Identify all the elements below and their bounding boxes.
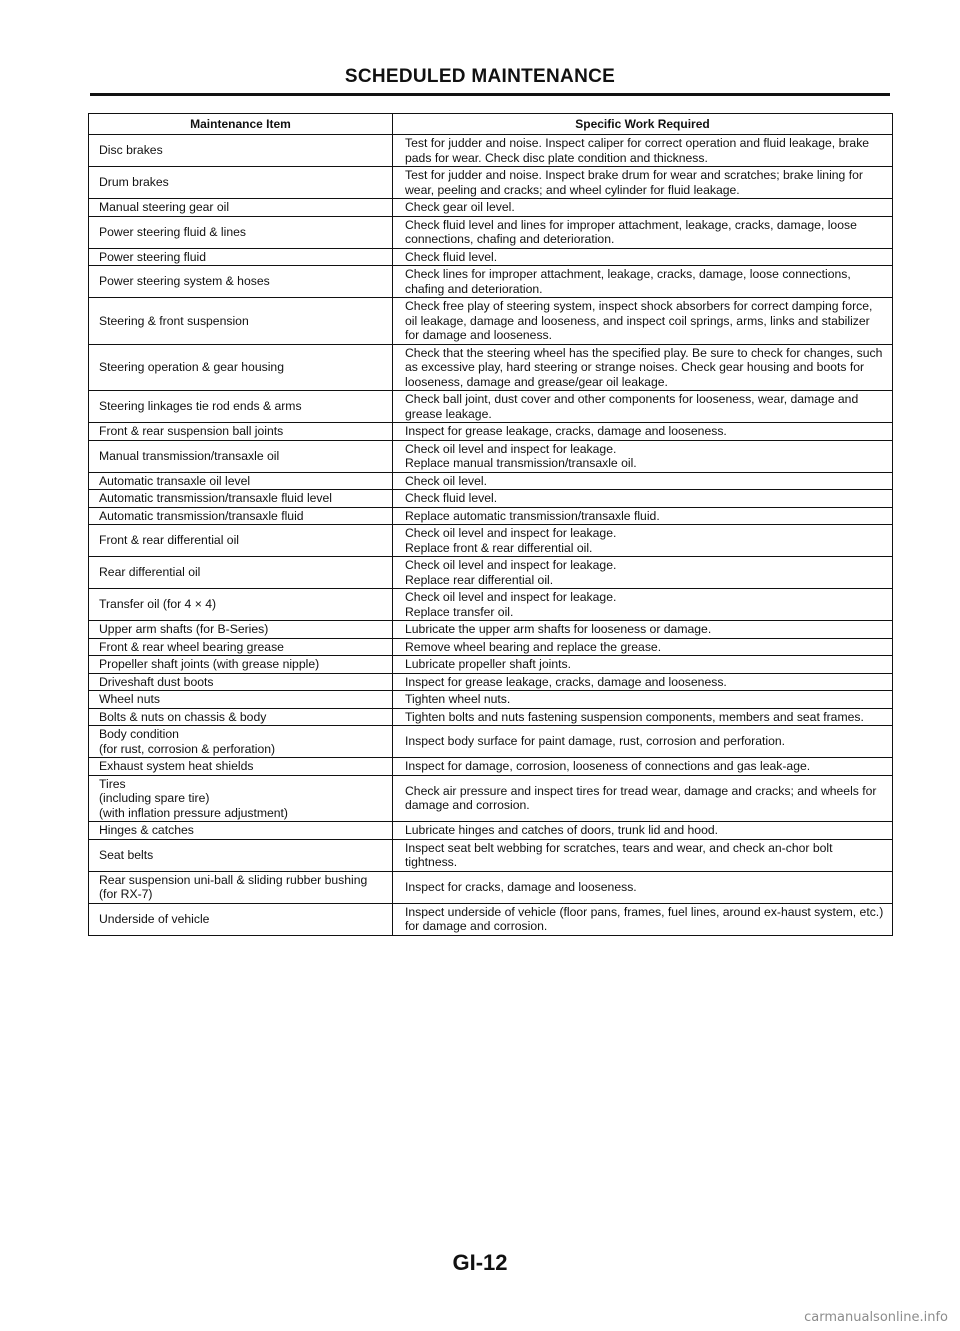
- table-row: [89, 135, 893, 167]
- specific-work-cell: Lubricate the upper arm shafts for looseness or damage.: [393, 621, 893, 639]
- table-row: [89, 839, 893, 871]
- table-row: [89, 822, 893, 840]
- table-row: [89, 507, 893, 525]
- specific-work-cell: Test for judder and noise. Inspect brake drum for wear and scratches; brake lining for wear, peeling and cracks; and wheel cylinder for fluid leakage.: [393, 167, 893, 199]
- specific-work-cell: Check oil level and inspect for leakage. Replace manual transmission/transaxle oil.: [393, 440, 893, 472]
- table-row: [89, 490, 893, 508]
- maintenance-item-cell: Body condition (for rust, corrosion & perforation): [89, 726, 393, 758]
- specific-work-cell: Check oil level and inspect for leakage. Replace transfer oil.: [393, 589, 893, 621]
- specific-work-cell: Inspect body surface for paint damage, rust, corrosion and perforation.: [393, 726, 893, 758]
- maintenance-item-cell: Bolts & nuts on chassis & body: [89, 708, 393, 726]
- table-row: [89, 199, 893, 217]
- maintenance-item-cell: Rear suspension uni-ball & sliding rubber bushing (for RX-7): [89, 871, 393, 903]
- maintenance-item-cell: Power steering fluid: [89, 248, 393, 266]
- table-header-row: [89, 114, 893, 135]
- table-row: [89, 621, 893, 639]
- table-row: [89, 871, 893, 903]
- maintenance-table: [88, 113, 893, 936]
- maintenance-item-cell: Hinges & catches: [89, 822, 393, 840]
- maintenance-item-cell: Tires (including spare tire) (with inflation pressure adjustment): [89, 775, 393, 822]
- table-body: [89, 135, 893, 936]
- specific-work-cell: Lubricate hinges and catches of doors, trunk lid and hood.: [393, 822, 893, 840]
- table-row: [89, 656, 893, 674]
- specific-work-cell: Inspect for grease leakage, cracks, damage and looseness.: [393, 423, 893, 441]
- specific-work-cell: Tighten wheel nuts.: [393, 691, 893, 709]
- table-row: [89, 557, 893, 589]
- specific-work-cell: Lubricate propeller shaft joints.: [393, 656, 893, 674]
- maintenance-item-cell: Steering operation & gear housing: [89, 344, 393, 391]
- maintenance-item-cell: Driveshaft dust boots: [89, 673, 393, 691]
- table-row: [89, 298, 893, 345]
- specific-work-cell: Check free play of steering system, inspect shock absorbers for correct damping force, oil leakage, damage and looseness, and inspect coil springs, arms, links and stabilizer for damage and looseness.: [393, 298, 893, 345]
- specific-work-cell: Check oil level.: [393, 472, 893, 490]
- table-row: [89, 344, 893, 391]
- table-row: [89, 673, 893, 691]
- table-row: [89, 391, 893, 423]
- maintenance-item-cell: Manual transmission/transaxle oil: [89, 440, 393, 472]
- specific-work-cell: Check fluid level.: [393, 490, 893, 508]
- maintenance-item-cell: Exhaust system heat shields: [89, 758, 393, 776]
- maintenance-item-cell: Propeller shaft joints (with grease nipple): [89, 656, 393, 674]
- specific-work-cell: Check fluid level and lines for improper attachment, leakage, cracks, damage, loose connections, chafing and deterioration.: [393, 216, 893, 248]
- maintenance-item-cell: Power steering fluid & lines: [89, 216, 393, 248]
- maintenance-item-cell: Front & rear suspension ball joints: [89, 423, 393, 441]
- table-row: [89, 248, 893, 266]
- specific-work-cell: Check lines for improper attachment, leakage, cracks, damage, loose connections, chafing and deterioration.: [393, 266, 893, 298]
- maintenance-item-cell: Steering linkages tie rod ends & arms: [89, 391, 393, 423]
- table-row: [89, 423, 893, 441]
- page-number: GI-12: [452, 1250, 508, 1275]
- specific-work-cell: Check oil level and inspect for leakage. Replace rear differential oil.: [393, 557, 893, 589]
- specific-work-cell: Check ball joint, dust cover and other components for looseness, wear, damage and grease leakage.: [393, 391, 893, 423]
- specific-work-cell: Check air pressure and inspect tires for tread wear, damage and cracks; and wheels for damage and corrosion.: [393, 775, 893, 822]
- maintenance-item-cell: Seat belts: [89, 839, 393, 871]
- table-row: [89, 775, 893, 822]
- watermark: carmanualsonline.info: [804, 1310, 948, 1325]
- title-rule: [90, 93, 890, 96]
- maintenance-item-cell: Automatic transmission/transaxle fluid: [89, 507, 393, 525]
- header-specific-work: Specific Work Required: [393, 114, 893, 135]
- specific-work-cell: Check oil level and inspect for leakage. Replace front & rear differential oil.: [393, 525, 893, 557]
- table-row: [89, 691, 893, 709]
- maintenance-item-cell: Rear differential oil: [89, 557, 393, 589]
- maintenance-item-cell: Automatic transmission/transaxle fluid level: [89, 490, 393, 508]
- maintenance-item-cell: Underside of vehicle: [89, 903, 393, 935]
- maintenance-item-cell: Front & rear wheel bearing grease: [89, 638, 393, 656]
- table-row: [89, 167, 893, 199]
- table-row: [89, 903, 893, 935]
- table-row: [89, 266, 893, 298]
- table-row: [89, 472, 893, 490]
- maintenance-item-cell: Disc brakes: [89, 135, 393, 167]
- specific-work-cell: Check fluid level.: [393, 248, 893, 266]
- specific-work-cell: Inspect for cracks, damage and looseness.: [393, 871, 893, 903]
- maintenance-item-cell: Drum brakes: [89, 167, 393, 199]
- table-row: [89, 708, 893, 726]
- specific-work-cell: Replace automatic transmission/transaxle fluid.: [393, 507, 893, 525]
- table-row: [89, 726, 893, 758]
- maintenance-item-cell: Transfer oil (for 4 × 4): [89, 589, 393, 621]
- specific-work-cell: Check that the steering wheel has the specified play. Be sure to check for changes, such as excessive play, hard steering or strange noises. Check gear housing and boots for looseness, damage and grease/gear oil leakage.: [393, 344, 893, 391]
- table-row: [89, 216, 893, 248]
- table-row: [89, 638, 893, 656]
- maintenance-item-cell: Front & rear differential oil: [89, 525, 393, 557]
- maintenance-item-cell: Upper arm shafts (for B-Series): [89, 621, 393, 639]
- table-row: [89, 589, 893, 621]
- specific-work-cell: Tighten bolts and nuts fastening suspension components, members and seat frames.: [393, 708, 893, 726]
- specific-work-cell: Inspect for damage, corrosion, looseness of connections and gas leak-age.: [393, 758, 893, 776]
- specific-work-cell: Check gear oil level.: [393, 199, 893, 217]
- page-title: SCHEDULED MAINTENANCE: [344, 66, 616, 87]
- specific-work-cell: Remove wheel bearing and replace the grease.: [393, 638, 893, 656]
- specific-work-cell: Inspect seat belt webbing for scratches, tears and wear, and check an-chor bolt tightness.: [393, 839, 893, 871]
- specific-work-cell: Test for judder and noise. Inspect caliper for correct operation and fluid leakage, brake pads for wear. Check disc plate condition and thickness.: [393, 135, 893, 167]
- specific-work-cell: Inspect for grease leakage, cracks, damage and looseness.: [393, 673, 893, 691]
- maintenance-item-cell: Steering & front suspension: [89, 298, 393, 345]
- table-row: [89, 758, 893, 776]
- maintenance-item-cell: Manual steering gear oil: [89, 199, 393, 217]
- maintenance-item-cell: Automatic transaxle oil level: [89, 472, 393, 490]
- table-row: [89, 525, 893, 557]
- table-row: [89, 440, 893, 472]
- header-maintenance-item: Maintenance Item: [89, 114, 393, 135]
- maintenance-item-cell: Wheel nuts: [89, 691, 393, 709]
- maintenance-item-cell: Power steering system & hoses: [89, 266, 393, 298]
- specific-work-cell: Inspect underside of vehicle (floor pans, frames, fuel lines, around ex-haust system, etc.) for damage and corrosion.: [393, 903, 893, 935]
